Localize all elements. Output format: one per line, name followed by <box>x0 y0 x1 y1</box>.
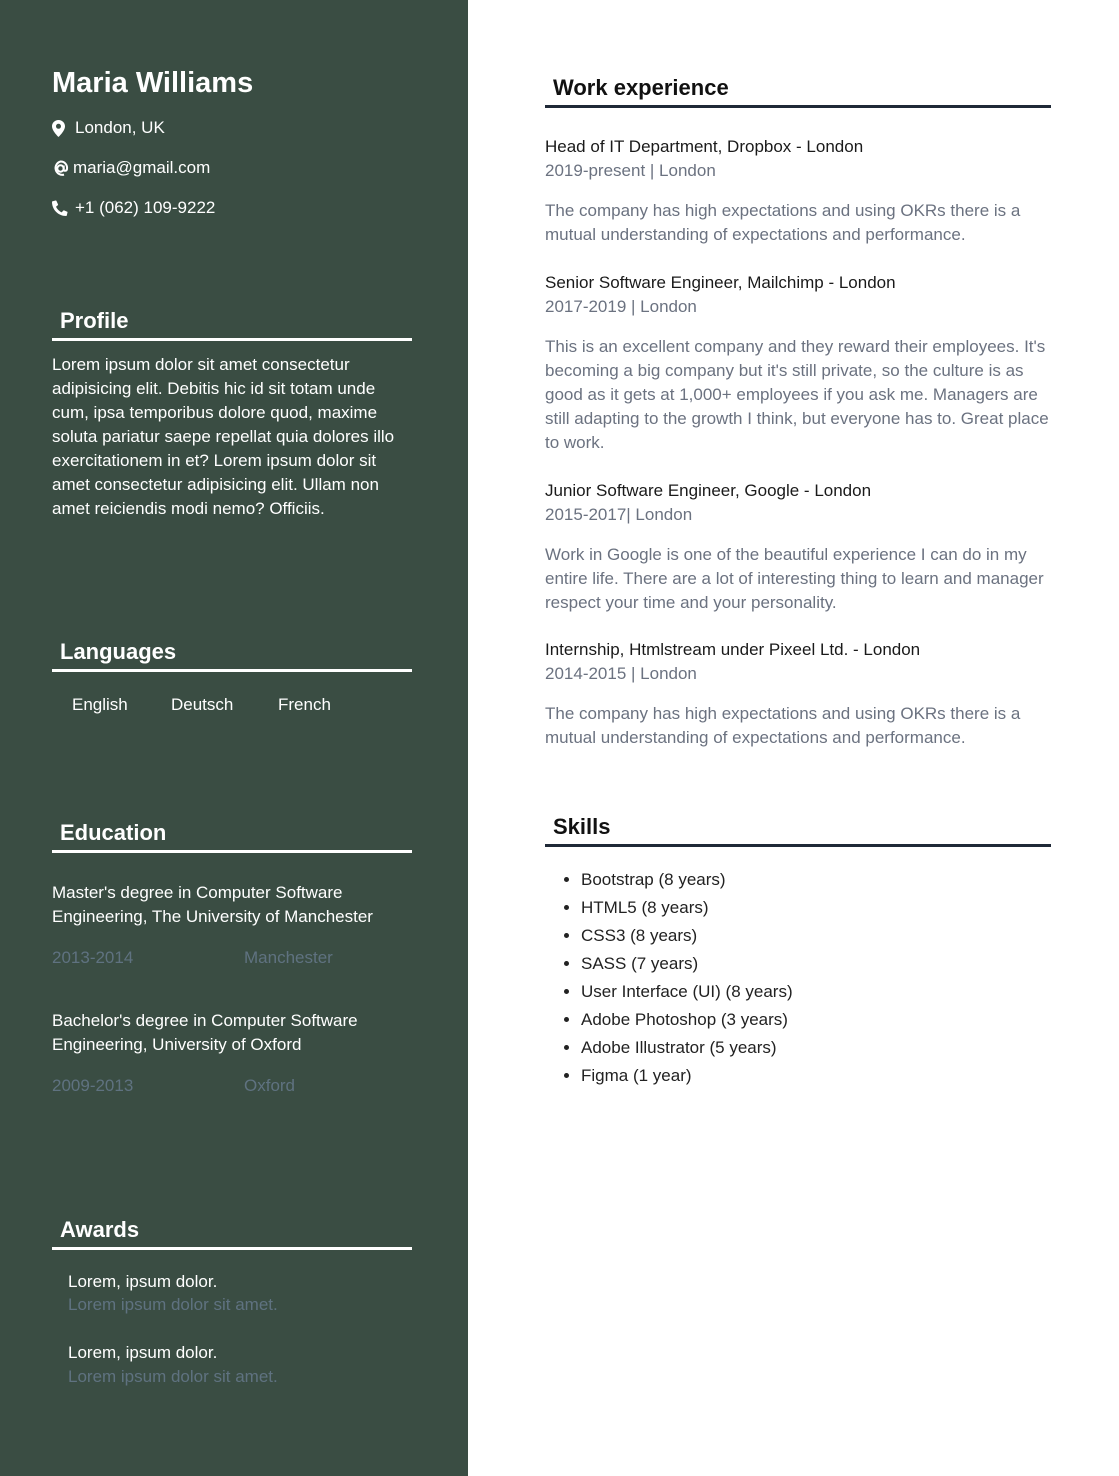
contact-phone <box>52 197 215 219</box>
candidate-name: Maria Williams <box>52 67 254 99</box>
contact-location <box>52 117 165 139</box>
email-link[interactable]: maria@gmail.com <box>73 158 211 177</box>
job-title: Junior Software Engineer, Google - London <box>545 481 872 500</box>
main-content <box>468 0 1119 1476</box>
job-title: Internship, Htmlstream under Pixeel Ltd. - London <box>545 640 921 659</box>
award-title: Lorem, ipsum dolor. <box>68 1272 218 1291</box>
job-description: The company has high expectations and using OKRs there is a mutual understanding of expectations and performance. <box>545 704 1021 747</box>
language-item: English <box>72 695 128 714</box>
education-years: 2013-2014 <box>52 948 134 967</box>
phone-text[interactable]: +1 (062) 109-9222 <box>75 198 216 217</box>
job-meta: 2019-present | London <box>545 161 716 180</box>
education-place: Oxford <box>244 1076 296 1095</box>
profile-text: Lorem ipsum dolor sit amet consectetur adipisicing elit. Debitis hic id sit totam unde cum, ipsa temporibus dolore quod, maxime soluta pariatur saepe repellat quia dolores illo exercitationem in et? Lorem ipsum dolor sit amet consectetur adipisicing elit. Ullam non amet reiciendis modi nemo? Officiis. <box>52 355 395 518</box>
job-description: The company has high expectations and using OKRs there is a mutual understanding of expectations and performance. <box>545 201 1021 244</box>
contact-email <box>52 157 210 179</box>
work-experience-heading-text: Work experience <box>553 75 729 100</box>
skill-item: • HTML5 (8 years) <box>581 894 793 922</box>
education-degree: Bachelor's degree in Computer Software Engineering, University of Oxford <box>52 1011 358 1054</box>
job-title: Senior Software Engineer, Mailchimp - London <box>545 273 896 292</box>
language-item: French <box>278 695 331 714</box>
phone-icon <box>52 199 70 217</box>
job-description: Work in Google is one of the beautiful experience I can do in my entire life. There are a lot of interesting thing to learn and manager respect your time and your personality. <box>545 545 1044 612</box>
skills-heading-text: Skills <box>553 814 611 839</box>
map-pin-icon <box>52 119 70 137</box>
skill-item: • CSS3 (8 years) <box>581 922 793 950</box>
award-subtitle: Lorem ipsum dolor sit amet. <box>68 1295 278 1314</box>
job-meta: 2014-2015 | London <box>545 664 697 683</box>
skill-item: • SASS (7 years) <box>581 950 793 978</box>
awards-heading-text: Awards <box>60 1217 140 1242</box>
profile-heading <box>52 304 412 341</box>
languages-heading-text: Languages <box>60 639 177 664</box>
education-heading <box>52 816 412 853</box>
location-text: London, UK <box>75 118 165 137</box>
skill-item: • Adobe Illustrator (5 years) <box>581 1034 793 1062</box>
award-subtitle: Lorem ipsum dolor sit amet. <box>68 1367 278 1386</box>
at-icon <box>52 159 70 177</box>
education-heading-text: Education <box>60 820 167 845</box>
skill-item: • Adobe Photoshop (3 years) <box>581 1006 793 1034</box>
award-title: Lorem, ipsum dolor. <box>68 1343 218 1362</box>
skills-list <box>545 866 793 1090</box>
job-meta: 2017-2019 | London <box>545 297 697 316</box>
education-place: Manchester <box>244 948 333 967</box>
language-item: Deutsch <box>171 695 234 714</box>
education-years: 2009-2013 <box>52 1076 134 1095</box>
job-meta: 2015-2017| London <box>545 505 693 524</box>
skill-item: • Figma (1 year) <box>581 1062 793 1090</box>
awards-heading <box>52 1213 412 1250</box>
skill-item: • Bootstrap (8 years) <box>581 866 793 894</box>
languages-heading <box>52 635 412 672</box>
education-degree: Master's degree in Computer Software Engineering, The University of Manchester <box>52 883 373 926</box>
work-experience-heading <box>545 71 1051 108</box>
job-description: This is an excellent company and they reward their employees. It's becoming a big company but it's still private, so the culture is as good as it gets at 1,000+ employees if you ask me. Managers are still adapting to the growth I think, but everyone has to. Great place to work. <box>545 337 1049 452</box>
profile-heading-text: Profile <box>60 308 129 333</box>
skill-item: • User Interface (UI) (8 years) <box>581 978 793 1006</box>
skills-heading <box>545 810 1051 847</box>
job-title: Head of IT Department, Dropbox - London <box>545 137 864 156</box>
sidebar <box>0 0 468 1476</box>
